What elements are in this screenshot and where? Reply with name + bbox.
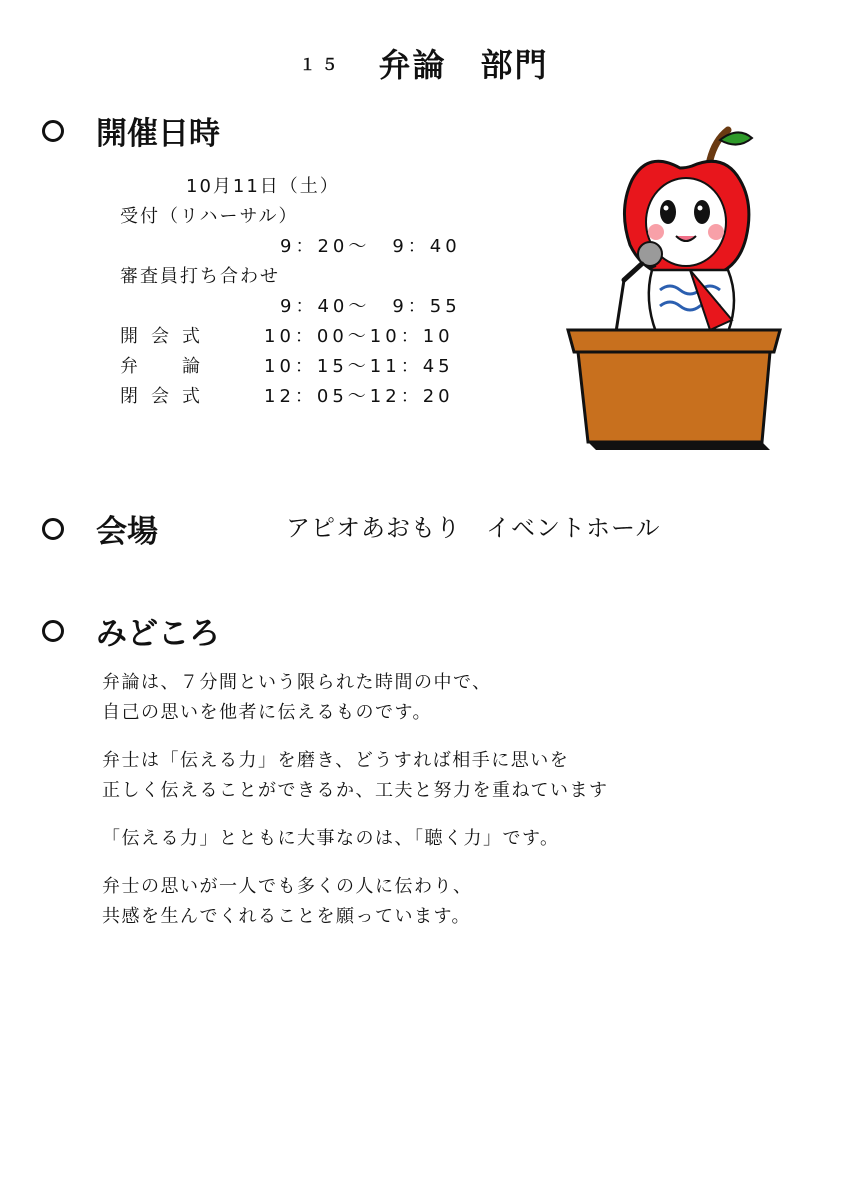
judges-label: 審査員打ち合わせ	[120, 266, 280, 287]
schedule-heading-label: 開催日時	[96, 116, 220, 152]
paragraph-line: 正しく伝えることができるか、工夫と努力を重ねています	[102, 780, 609, 801]
paragraph	[102, 746, 782, 806]
section-title: 弁論 部門	[378, 46, 549, 84]
circle-bullet-icon	[42, 518, 64, 540]
venue-heading	[42, 506, 158, 551]
event-name: 弁 論	[120, 356, 213, 377]
paragraph-line: 弁士の思いが一人でも多くの人に伝わり、	[102, 876, 473, 897]
circle-bullet-icon	[42, 620, 64, 642]
page-title	[0, 40, 848, 86]
paragraph-line: 「伝える力」とともに大事なのは、「聴く力」です。	[102, 828, 560, 849]
event-time: 12：05～12：20	[264, 386, 454, 407]
paragraph-line: 自己の思いを他者に伝えるものです。	[102, 702, 433, 723]
venue-name: アピオあおもり イベントホール	[286, 514, 661, 542]
schedule-list	[120, 172, 461, 412]
paragraph	[102, 668, 782, 728]
section-number: １５	[299, 54, 344, 74]
schedule-heading	[42, 108, 220, 153]
paragraph-line: 弁士は「伝える力」を磨き、どうすれば相手に思いを	[102, 750, 570, 771]
reception-label: 受付（リハーサル）	[120, 206, 299, 227]
apple-mascot-at-podium-illustration	[560, 120, 800, 460]
circle-bullet-icon	[42, 120, 64, 142]
paragraph	[102, 824, 782, 854]
highlights-heading	[42, 608, 220, 653]
event-time: 10：15～11：45	[264, 356, 454, 377]
reception-time: 9：20～ 9：40	[280, 236, 461, 257]
event-time: 10：00～10：10	[264, 326, 454, 347]
paragraph	[102, 872, 782, 932]
event-name: 閉会式	[120, 386, 213, 407]
highlights-heading-label: みどころ	[96, 616, 220, 652]
paragraph-line: 弁論は、７分間という限られた時間の中で、	[102, 672, 492, 693]
judges-time: 9：40～ 9：55	[280, 296, 461, 317]
schedule-row	[120, 382, 461, 412]
event-name: 開会式	[120, 326, 213, 347]
schedule-row	[120, 352, 461, 382]
venue-heading-label: 会場	[96, 514, 158, 550]
highlights-body	[102, 668, 782, 950]
schedule-row	[120, 322, 461, 352]
event-date: 10月11日（土）	[186, 176, 340, 197]
paragraph-line: 共感を生んでくれることを願っています。	[102, 906, 472, 927]
